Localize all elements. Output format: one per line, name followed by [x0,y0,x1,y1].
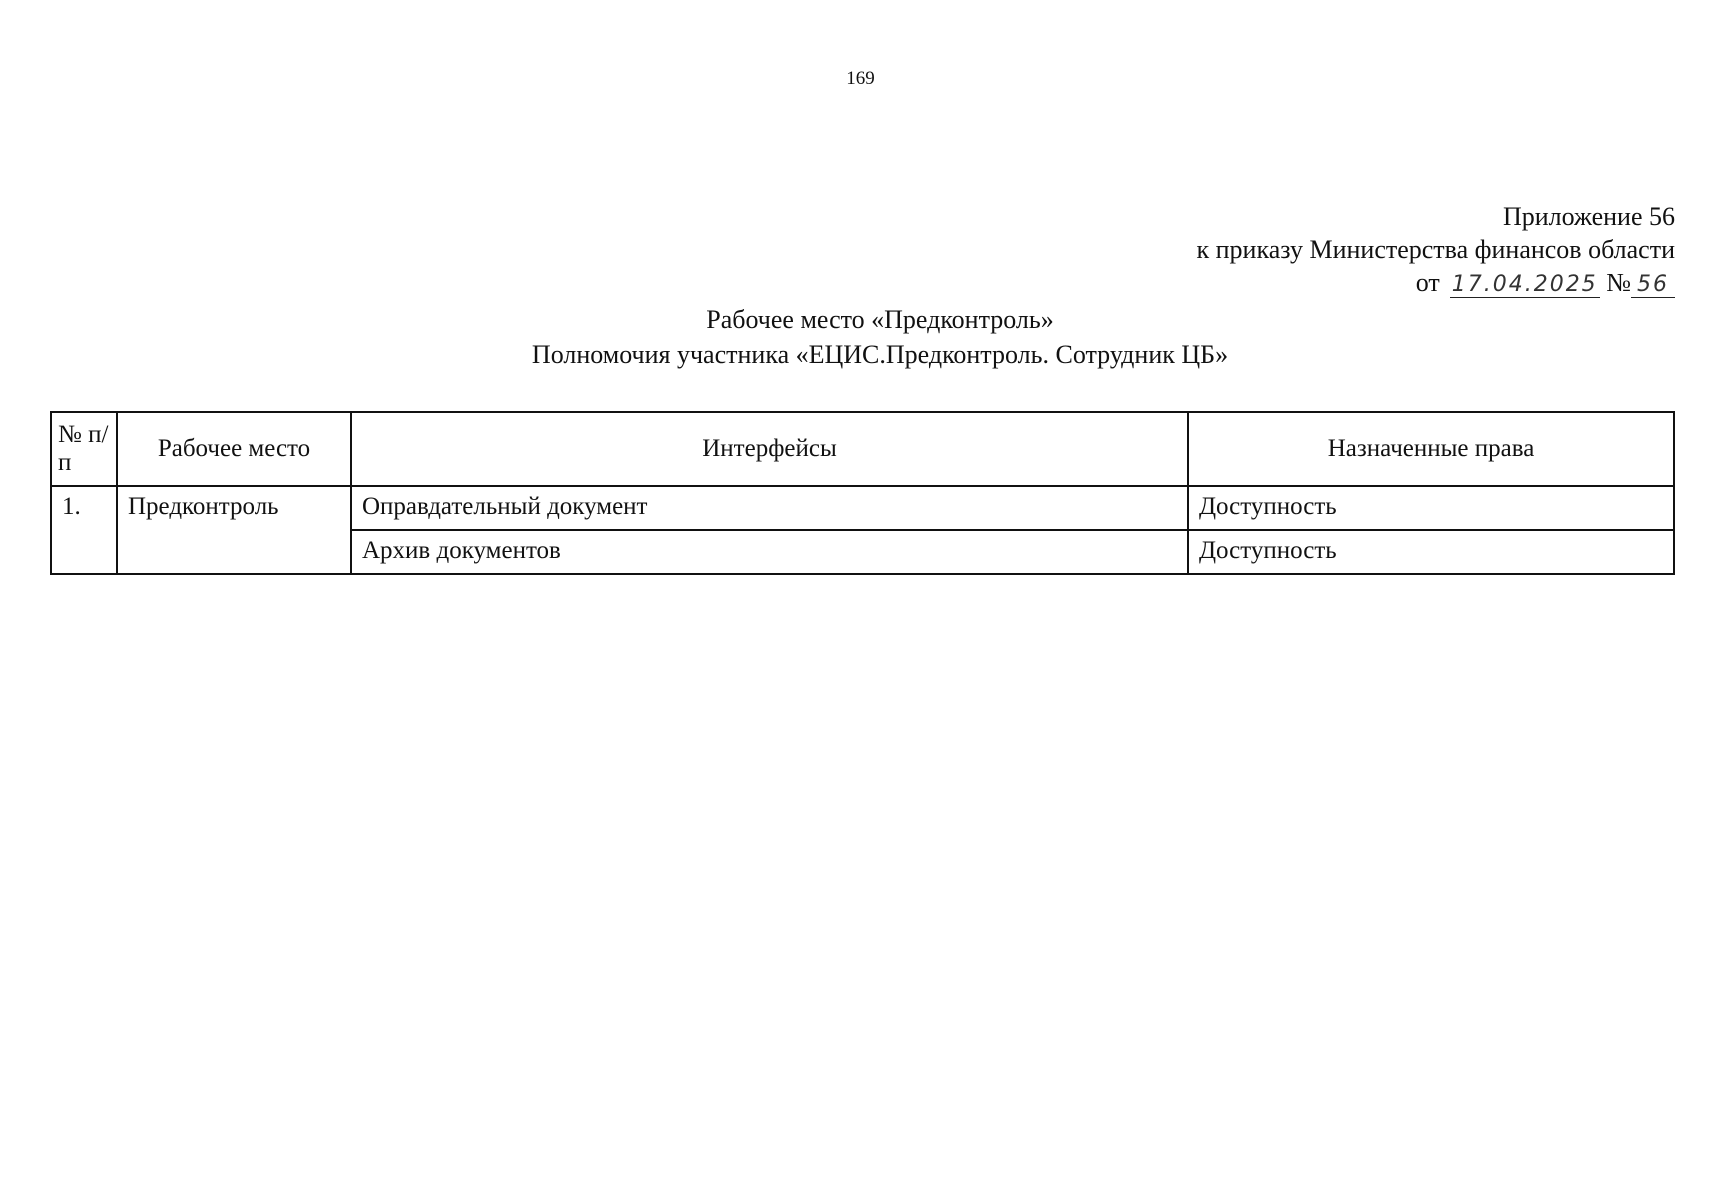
date-prefix: от [1415,268,1440,297]
table-row [51,486,1674,530]
header-rights: Назначенные права [1188,412,1674,486]
workplace-title: Рабочее место «Предконтроль» [706,305,1054,334]
cell-right: Доступность [1188,530,1674,574]
cell-interface: Архив документов [351,530,1188,574]
header-workplace: Рабочее место [117,412,351,486]
page-number: 169 [846,68,875,89]
table-header-row [51,412,1674,486]
number-prefix: № [1606,268,1631,297]
header-num: № п/п [51,412,117,486]
handwritten-number: 56 [1631,273,1675,298]
document-titles [0,302,1721,372]
header-interfaces: Интерфейсы [351,412,1188,486]
cell-workplace: Предконтроль [117,486,351,574]
appendix-title: Приложение 56 [1502,202,1675,231]
handwritten-date: 17.04.2025 [1451,272,1598,297]
appendix-date-line [1197,266,1676,299]
appendix-order-reference: к приказу Министерства финансов области [1196,235,1675,264]
cell-interface: Оправдательный документ [351,486,1188,530]
cell-num: 1. [51,486,117,574]
authority-title: Полномочия участника «ЕЦИС.Предконтроль. Сотрудник ЦБ» [531,340,1229,369]
cell-right: Доступность [1188,486,1674,530]
rights-table [50,411,1675,575]
appendix-block [1197,200,1676,299]
